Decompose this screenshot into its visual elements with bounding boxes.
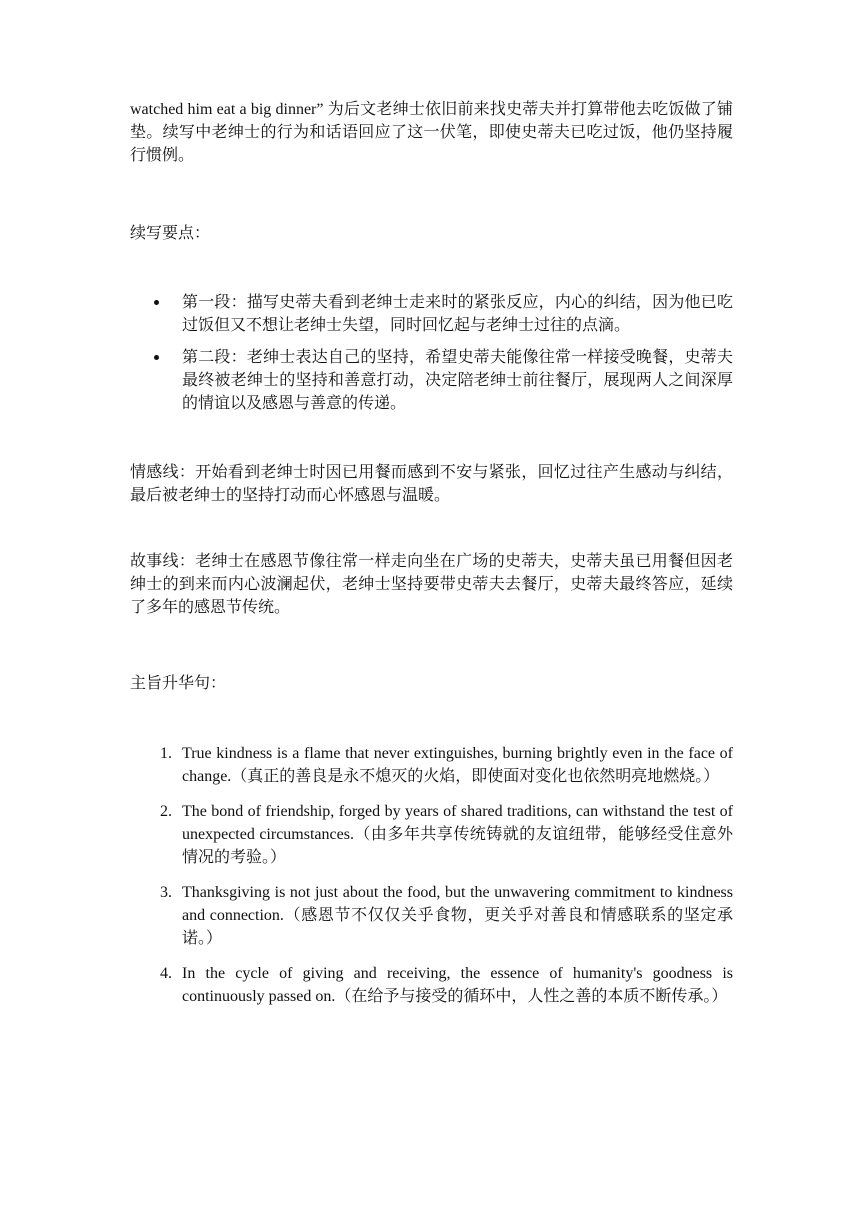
list-item — [182, 346, 733, 415]
points-list — [182, 291, 733, 424]
list-item — [160, 962, 733, 1008]
emotion-line-paragraph: 情感线：开始看到老绅士时因已用餐而感到不安与紧张，回忆过往产生感动与纠结，最后被老绅士的坚持打动而心怀感恩与温暖。 — [130, 464, 733, 504]
sentence-text: Thanksgiving is not just about the food, but the unwavering commitment to kindness and connection.（感恩节不仅仅关乎食物，更关乎对善良和情感联系的坚定承诺。） — [182, 884, 733, 947]
intro-paragraph: watched him eat a big dinner” 为后文老绅士依旧前来找史蒂夫并打算带他去吃饭做了铺垫。续写中老绅士的行为和话语回应了这一伏笔，即使史蒂夫已吃过饭，他仍坚持履行惯例。 — [130, 101, 733, 164]
list-item — [182, 291, 733, 337]
bullet-icon — [154, 355, 159, 360]
points-heading: 续写要点： — [130, 225, 211, 242]
list-item — [160, 881, 733, 950]
list-item — [160, 742, 733, 788]
bullet-icon — [154, 300, 159, 305]
point-text: 第一段：描写史蒂夫看到老绅士走来时的紧张反应，内心的纠结，因为他已吃过饭但又不想让老绅士失望，同时回忆起与老绅士过往的点滴。 — [182, 294, 733, 334]
theme-sentences-list — [160, 742, 733, 1020]
theme-heading: 主旨升华句： — [130, 675, 227, 692]
sentence-text: In the cycle of giving and receiving, the essence of humanity's goodness is continuously passed on.（在给予与接受的循环中，人性之善的本质不断传承。） — [182, 965, 733, 1005]
list-number: 4. — [160, 965, 172, 982]
list-number: 3. — [160, 884, 172, 901]
story-line-paragraph: 故事线：老绅士在感恩节像往常一样走向坐在广场的史蒂夫，史蒂夫虽已用餐但因老绅士的到来而内心波澜起伏，老绅士坚持要带史蒂夫去餐厅，史蒂夫最终答应，延续了多年的感恩节传统。 — [130, 553, 733, 616]
list-number: 2. — [160, 803, 172, 820]
point-text: 第二段：老绅士表达自己的坚持，希望史蒂夫能像往常一样接受晚餐，史蒂夫最终被老绅士的坚持和善意打动，决定陪老绅士前往餐厅，展现两人之间深厚的情谊以及感恩与善意的传递。 — [182, 349, 733, 412]
list-item — [160, 800, 733, 869]
sentence-text: The bond of friendship, forged by years of shared traditions, can withstand the test of unexpected circumstances.（由多年共享传统铸就的友谊纽带，能够经受住意外情况的考验。） — [182, 803, 733, 866]
list-number: 1. — [160, 745, 172, 762]
sentence-text: True kindness is a flame that never extinguishes, burning brightly even in the face of change.（真正的善良是永不熄灭的火焰，即使面对变化也依然明亮地燃烧。） — [182, 745, 733, 785]
